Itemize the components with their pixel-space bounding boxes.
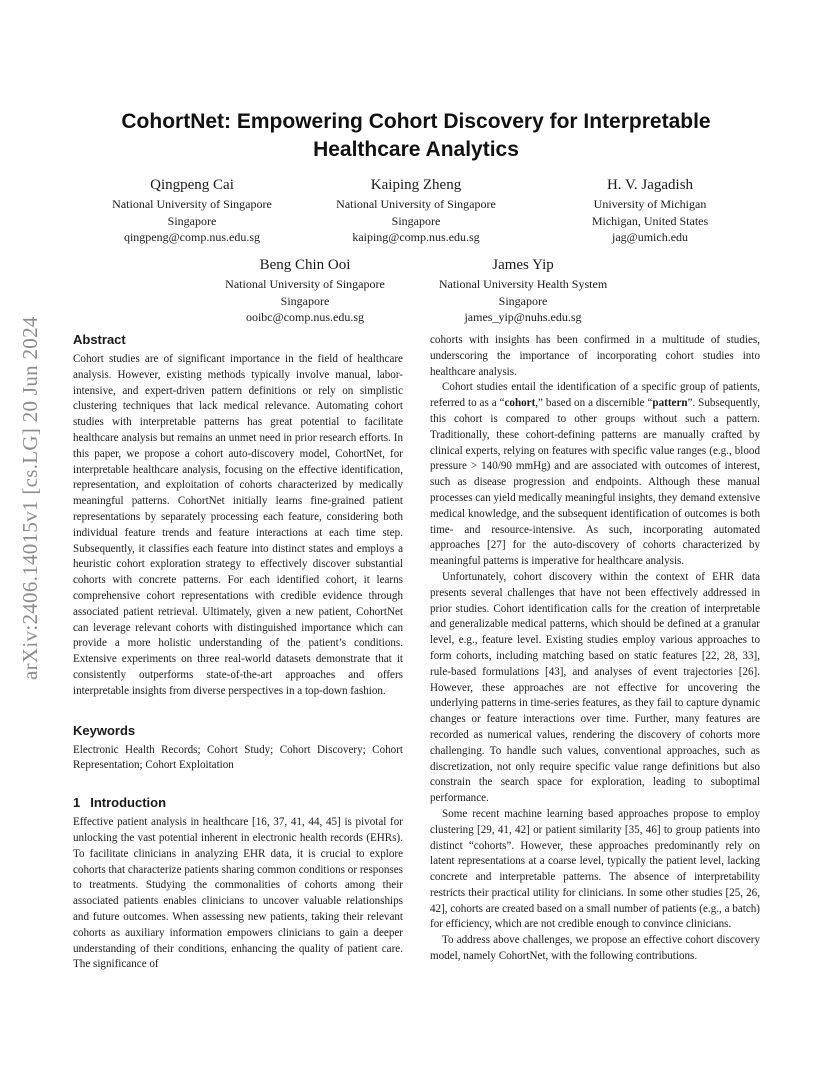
author-name: H. V. Jagadish (606, 177, 694, 193)
intro-paragraph-5: To address above challenges, we propose an effective cohort discovery model, namely CohortNet, with the following contributions. (430, 934, 760, 963)
author-email: qingpeng@comp.nus.edu.sg (123, 230, 261, 244)
right-column (430, 333, 760, 965)
abstract-heading: Abstract (73, 332, 126, 347)
author-name: Kaiping Zheng (370, 177, 462, 193)
section-number: 1 (73, 795, 81, 811)
intro-paragraph-3: Unfortunately, cohort discovery within the context of EHR data presents several challenges that have not been effectively addressed in prior studies. Cohort identification calls for the creation of interpretable and generalizable medical patterns, which should be defined at a granular level, e.g., feature level. Existing studies employ various approaches to form cohorts, including matching based on static features [22, 28, 33], rule-based formulations [43], and analyses of event trajectories [26]. However, these approaches are not effective for uncovering the underlying patterns in time-series features, as they fail to capture dynamic changes or feature interactions over time. Further, many features are recorded as numerical values, rendering the discovery of cohorts more challenging. To handle such values, conventional approaches, such as discretization, not only require specific value range definitions but also constrain the search space for exploration, leading to suboptimal performance. (430, 570, 760, 805)
paragraph-text: ”. Subsequently, this cohort is compared to other groups without such a pattern. Traditionally, these cohort-defining patterns are manually crafted by clinical experts, relying on features with specific value ranges (e.g., blood pressure > 140/90 mmHg) and are associated with outcomes of interest, such as disease progression and endpoints. Although these manual processes can yield medically meaningful insights, they demand extensive medical knowledge, and the subsequent identification of outcomes is both time- and resource-intensive. As such, incorporating automated approaches [27] for the auto-discovery of cohorts characterized by meaningful patterns is imperative for healthcare analysis. (430, 397, 760, 568)
author-affiliation: National University of Singapore (336, 197, 496, 211)
author-location: Michigan, United States (591, 213, 709, 228)
intro-paragraph-1: Effective patient analysis in healthcare [16, 37, 41, 44, 45] is pivotal for unlocking the vast potential inherent in electronic health records (EHRs). To facilitate clinicians in analyzing EHR data, it is crucial to explore cohorts that characterize patients sharing common conditions or responses to treatments. Studying the commonalities of cohorts among their associated patients enables clinicians to uncover valuable relationships and future outcomes. When assessing new patients, taking their relevant cohorts as auxiliary information empowers clinicians to gain a deeper understanding of their conditions, enhancing the quality of patient care. The significance of (73, 816, 403, 971)
left-column (73, 331, 403, 973)
intro-paragraph-2 (430, 380, 760, 570)
author-location: Singapore (498, 293, 548, 308)
author-name: Qingpeng Cai (150, 177, 234, 193)
paragraph-text: Cohort studies entail the identification of a specific group of patients, referred to as a “ (430, 381, 760, 410)
author-block (200, 256, 410, 326)
author-email: ooibc@comp.nus.edu.sg (245, 310, 365, 324)
keywords-text: Electronic Health Records; Cohort Study; Cohort Discovery; Cohort Representation; Cohort Exploitation (73, 743, 403, 772)
author-affiliation: National University Health System (438, 277, 608, 291)
author-block (92, 176, 292, 246)
author-name: Beng Chin Ooi (259, 257, 351, 273)
term-cohort: cohort (504, 397, 536, 410)
author-location: Singapore (280, 293, 330, 308)
arxiv-identifier: arXiv:2406.14015v1 [cs.LG] 20 Jun 2024 (18, 316, 42, 680)
author-email: james_yip@nuhs.edu.sg (464, 310, 582, 324)
author-block (316, 176, 516, 246)
intro-paragraph-4: Some recent machine learning based approaches propose to employ clustering [29, 41, 42] or patient similarity [35, 46] to group patients into distinct “cohorts”. However, these approaches predominantly rely on latent representations at a coarse level, typically the patient level, lacking concrete and interpretable patterns. The absence of interpretability restricts their practical utility for clinicians. In some other studies [25, 26, 42], cohorts are created based on a small number of patients (e.g., a batch) for efficiency, which are not credible enough to convince clinicians. (430, 807, 760, 931)
author-name: James Yip (492, 257, 554, 273)
author-affiliation: University of Michigan (593, 197, 707, 211)
paper-title: CohortNet: Empowering Cohort Discovery for Interpretable Healthcare Analytics (121, 110, 711, 161)
keywords-heading: Keywords (73, 722, 136, 738)
author-affiliation: National University of Singapore (225, 277, 385, 291)
paragraph-text: ,” based on a discernible “ (535, 397, 653, 410)
author-block (418, 256, 628, 326)
abstract-text: Cohort studies are of significant importance in the field of healthcare analysis. However, existing methods typically involve manual, labor-intensive, and expert-driven pattern definitions or rely on simplistic clustering techniques that lack medical relevance. Automating cohort studies with interpretable patterns has great potential to facilitate healthcare analysis but remains an unmet need in prior research efforts. In this paper, we propose a cohort auto-discovery model, CohortNet, for interpretable healthcare analysis, focusing on the effective identification, representation, and exploitation of cohorts characterized by medically meaningful patterns. CohortNet initially learns fine-grained patient representations by separately processing each feature, considering both individual feature trends and feature interactions at each time step. Subsequently, it classifies each feature into distinct states and employs a heuristic cohort exploration strategy to effectively discover substantial cohorts with concrete patterns. For each identified cohort, it learns comprehensive cohort representations with credible evidence through associated patient retrieval. Ultimately, given a new patient, CohortNet can leverage relevant cohorts with distinguished importance which can provide a more holistic understanding of the patient’s conditions. Extensive experiments on three real-world datasets demonstrate that it consistently outperforms state-of-the-art approaches and offers interpretable insights from diverse perspectives in a top-down fashion. (73, 353, 403, 697)
author-email: kaiping@comp.nus.edu.sg (352, 230, 480, 244)
term-pattern: pattern (652, 397, 688, 410)
intro-paragraph-1-continued: cohorts with insights has been confirmed in a multitude of studies, underscoring the importance of incorporating cohort studies into healthcare analysis. (430, 334, 760, 378)
author-email: jag@umich.edu (611, 230, 689, 244)
author-location: Singapore (167, 213, 217, 228)
author-block (550, 176, 750, 246)
author-affiliation: National University of Singapore (112, 197, 272, 211)
author-location: Singapore (391, 213, 441, 228)
section-title: Introduction (90, 795, 167, 811)
introduction-heading (73, 794, 403, 811)
